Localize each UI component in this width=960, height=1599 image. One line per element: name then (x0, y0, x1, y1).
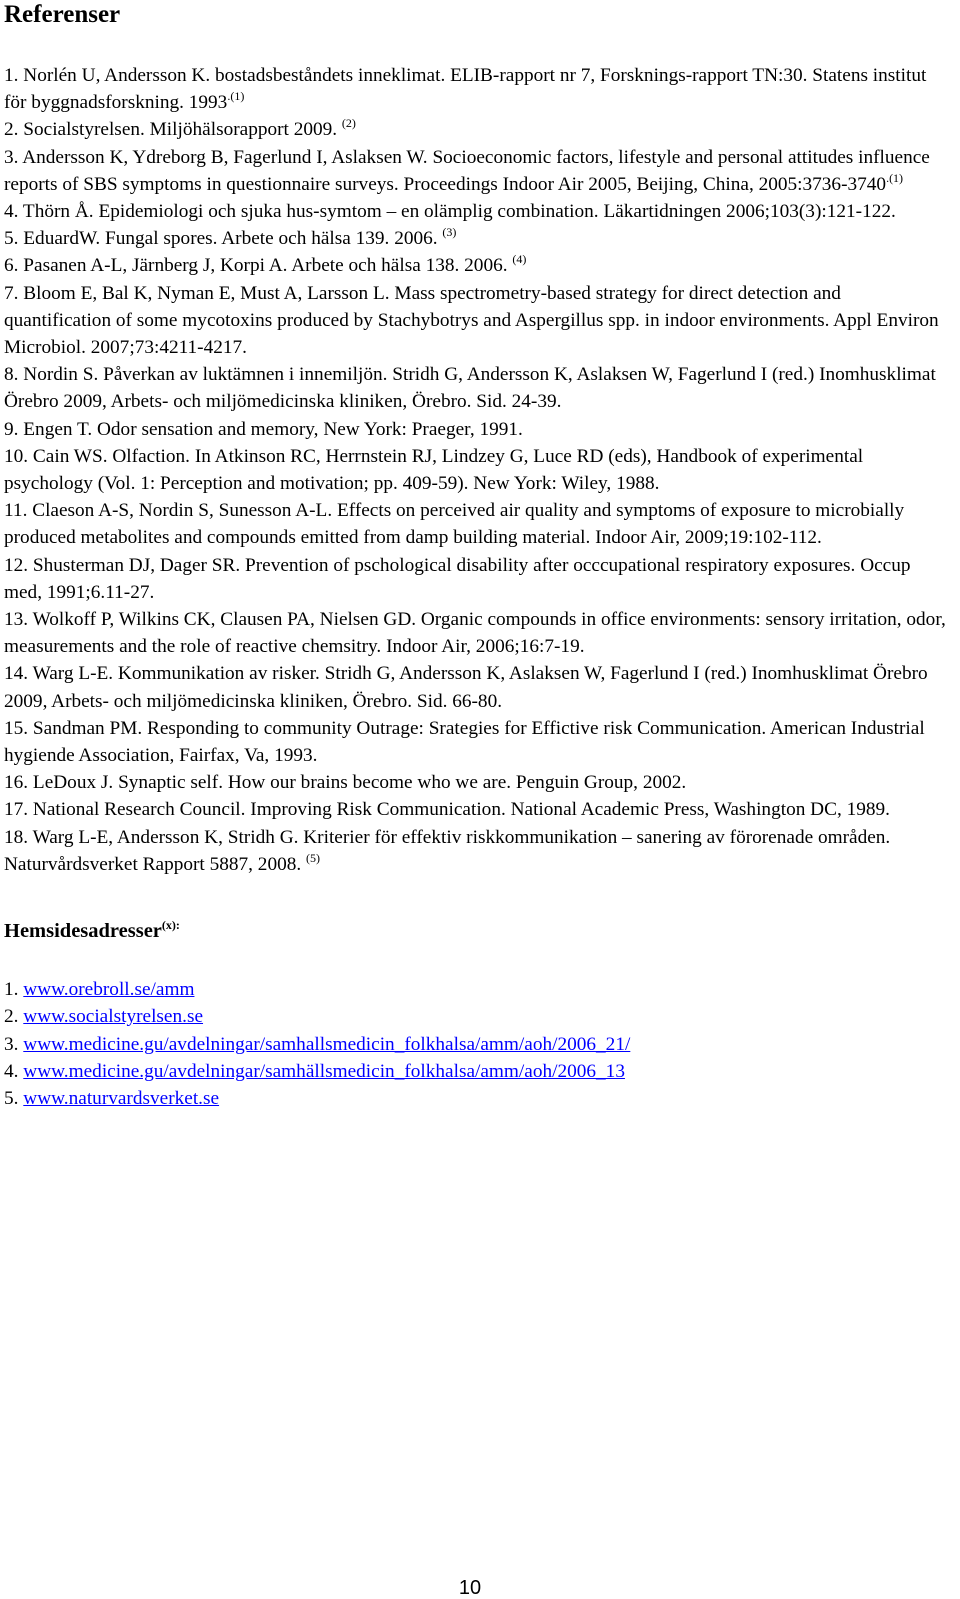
website-number: 5. (4, 1087, 24, 1109)
reference-footnote: .(1) (227, 89, 245, 104)
reference-text: 13. Wolkoff P, Wilkins CK, Clausen PA, Nielsen GD. Organic compounds in office environments: sensory irritation, odor, measurements and the role of reactive chemsitry. Indoor Air, 2006;16:7-19. (4, 609, 946, 658)
document-page (4, 0, 952, 1112)
reference-text: 7. Bloom E, Bal K, Nyman E, Must A, Larsson L. Mass spectrometry-based strategy for direct detection and quantification of some mycotoxins produced by Stachybotrys and Aspergillus spp. in indoor environments. Appl Environ Microbiol. 2007;73:4211-4217. (4, 282, 939, 359)
reference-text: 2. Socialstyrelsen. Miljöhälsorapport 2009. (4, 119, 342, 141)
reference-text: 6. Pasanen A-L, Järnberg J, Korpi A. Arbete och hälsa 138. 2006. (4, 255, 513, 277)
website-item (4, 1031, 952, 1058)
website-list (4, 976, 952, 1112)
website-link[interactable]: www.medicine.gu/avdelningar/samhallsmedicin_folkhalsa/amm/aoh/2006_21/ (23, 1033, 631, 1055)
reference-text: 12. Shusterman DJ, Dager SR. Prevention of pschological disability after occcupational respiratory exposures. Occup med, 1991;6.11-27. (4, 554, 911, 603)
website-link[interactable]: www.orebroll.se/amm (23, 979, 195, 1001)
reference-footnote: (2) (341, 116, 356, 131)
website-item (4, 976, 952, 1003)
reference-item (4, 416, 952, 443)
reference-item (4, 116, 952, 143)
reference-item (4, 144, 952, 198)
reference-item (4, 796, 952, 823)
reference-text: 9. Engen T. Odor sensation and memory, New York: Praeger, 1991. (4, 418, 523, 440)
reference-item (4, 769, 952, 796)
reference-item (4, 361, 952, 415)
reference-item (4, 252, 952, 279)
reference-item (4, 280, 952, 362)
reference-item (4, 606, 952, 660)
page-number: 10 (458, 1577, 482, 1599)
website-item (4, 1003, 952, 1030)
reference-item (4, 715, 952, 769)
website-number: 4. (4, 1060, 24, 1082)
reference-text: 17. National Research Council. Improving Risk Communication. National Academic Press, Washington DC, 1989. (4, 799, 890, 821)
reference-text: 1. Norlén U, Andersson K. bostadsbeståndets inneklimat. ELIB-rapport nr 7, Forsknings-rapport TN:30. Statens institut för byggnadsforskning. 1993 (4, 65, 927, 114)
websites-heading (4, 918, 952, 945)
reference-text: 5. EduardW. Fungal spores. Arbete och hälsa 139. 2006. (4, 228, 443, 250)
reference-text: 8. Nordin S. Påverkan av luktämnen i innemiljön. Stridh G, Andersson K, Aslaksen W, Fagerlund I (red.) Inomhusklimat Örebro 2009, Arbets- och miljömedicinska kliniken, Örebro. Sid. 24-39. (4, 364, 936, 413)
reference-item (4, 552, 952, 606)
reference-item (4, 443, 952, 497)
reference-item (4, 824, 952, 878)
websites-heading-footnote: (x): (161, 918, 180, 933)
reference-text: 10. Cain WS. Olfaction. In Atkinson RC, Herrnstein RJ, Lindzey G, Luce RD (eds), Handbook of experimental psychology (Vol. 1: Perception and motivation; pp. 409-59). New York: Wiley, 1988. (4, 445, 864, 495)
reference-item (4, 225, 952, 252)
reference-list (4, 62, 952, 878)
website-link[interactable]: www.medicine.gu/avdelningar/samhällsmedicin_folkhalsa/amm/aoh/2006_13 (23, 1060, 625, 1082)
website-number: 2. (4, 1006, 24, 1028)
website-link[interactable]: www.naturvardsverket.se (23, 1087, 220, 1109)
reference-text: 4. Thörn Å. Epidemiologi och sjuka hus-symtom – en olämplig combination. Läkartidningen 2006;103(3):121-122. (4, 201, 896, 223)
website-item (4, 1058, 952, 1085)
reference-text: 18. Warg L-E, Andersson K, Stridh G. Kriterier för effektiv riskkommunikation – sanering av förorenade områden. Naturvårdsverket Rapport 5887, 2008. (4, 826, 891, 875)
websites-heading-text: Hemsidesadresser (4, 920, 162, 943)
reference-footnote: .(1) (886, 170, 904, 185)
reference-footnote: (4) (512, 252, 527, 267)
website-number: 1. (4, 979, 24, 1001)
reference-footnote: (3) (442, 225, 457, 240)
reference-text: 11. Claeson A-S, Nordin S, Sunesson A-L. Effects on perceived air quality and symptoms of exposure to microbially produced metabolites and compounds emitted from damp building material. Indoor Air, 2009;19:102-112. (4, 500, 905, 549)
website-item (4, 1085, 952, 1112)
reference-item (4, 198, 952, 225)
reference-item (4, 62, 952, 116)
reference-text: 15. Sandman PM. Responding to community Outrage: Srategies for Effictive risk Communication. American Industrial hygiende Association, Fairfax, Va, 1993. (4, 717, 925, 767)
reference-text: 16. LeDoux J. Synaptic self. How our brains become who we are. Penguin Group, 2002. (4, 772, 687, 794)
website-number: 3. (4, 1033, 24, 1055)
reference-footnote: (5) (306, 850, 321, 865)
reference-text: 3. Andersson K, Ydreborg B, Fagerlund I, Aslaksen W. Socioeconomic factors, lifestyle and personal attitudes influence reports of SBS symptoms in questionnaire surveys. Proceedings Indoor Air 2005, Beijing, China, 2005:3736-3740 (4, 146, 930, 195)
reference-item (4, 660, 952, 714)
page-title: Referenser (4, 1, 121, 28)
website-link[interactable]: www.socialstyrelsen.se (23, 1006, 204, 1028)
reference-text: 14. Warg L-E. Kommunikation av risker. Stridh G, Andersson K, Aslaksen W, Fagerlund I (red.) Inomhusklimat Örebro 2009, Arbets- och miljömedicinska kliniken, Örebro. Sid. 66-80. (4, 663, 928, 712)
reference-item (4, 497, 952, 551)
